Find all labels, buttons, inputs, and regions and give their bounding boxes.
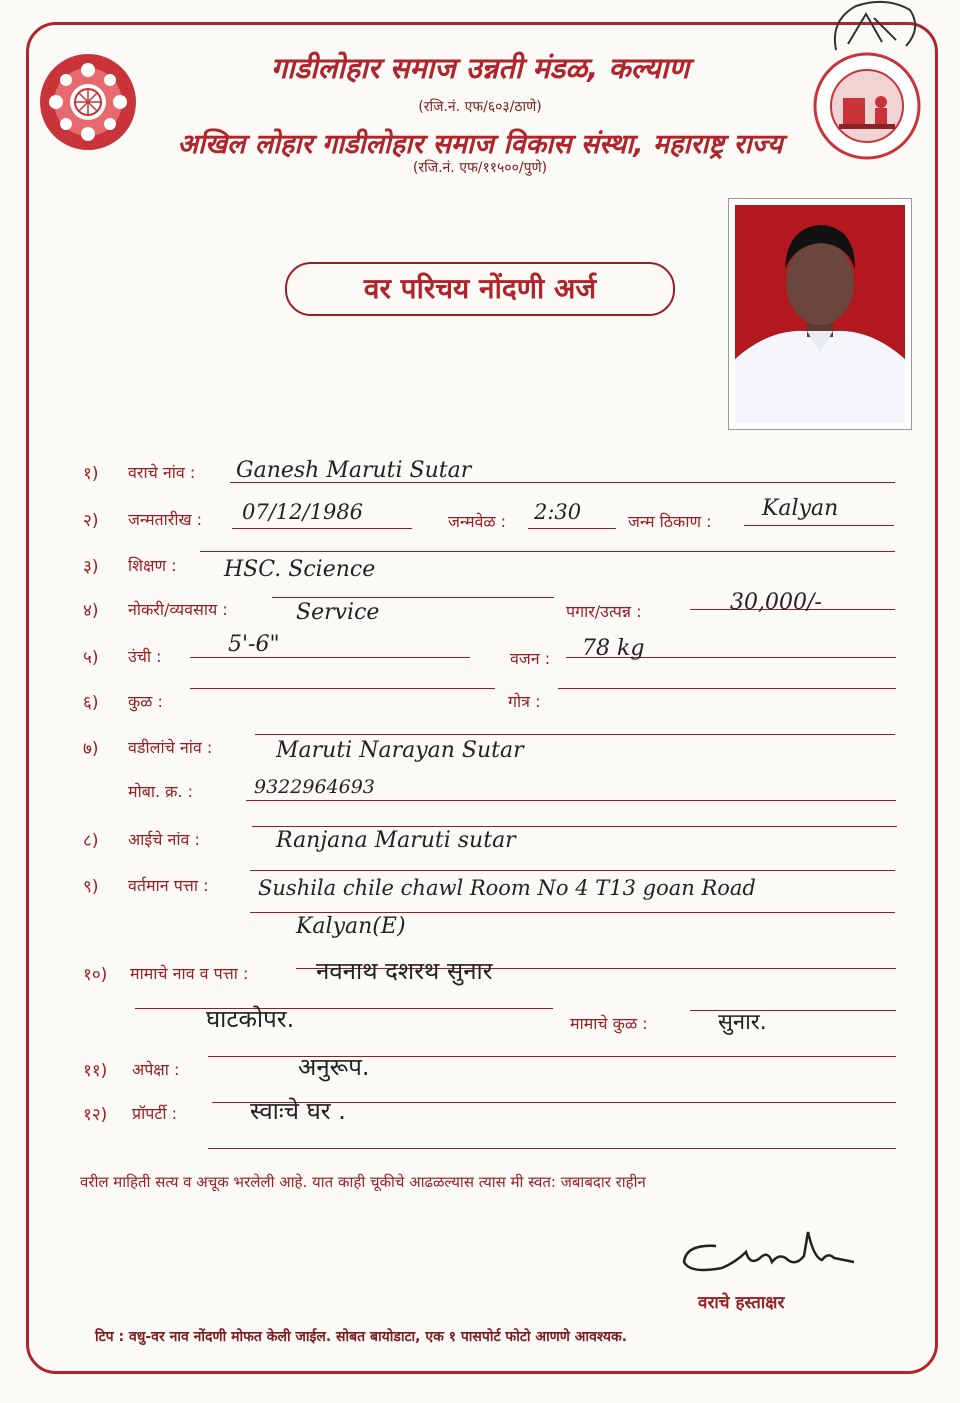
- clan-label: कुळ :: [128, 692, 163, 711]
- birth-time-line: [528, 528, 616, 529]
- groom-name-label: वराचे नांव :: [128, 463, 196, 482]
- organization-name-2: अखिल लोहार गाडीलोहार समाज विकास संस्था, महाराष्ट्र राज्य: [177, 129, 783, 160]
- field-number: ८): [83, 831, 99, 851]
- birth-place-value: Kalyan: [762, 496, 839, 521]
- salary-value: 30,000/-: [730, 590, 822, 615]
- uncle-clan-value: सुनार.: [718, 1010, 767, 1035]
- field-number: ९): [83, 877, 99, 897]
- clan-line: [190, 688, 495, 689]
- groom-signature: [676, 1222, 860, 1282]
- birth-place-label: जन्म ठिकाण :: [628, 512, 712, 531]
- height-value: 5'-6": [228, 632, 280, 657]
- registration-number-1: (रजि.नं. एफ/६०३/ठाणे): [418, 99, 542, 115]
- birth-date-line: [232, 528, 412, 529]
- property-line-2: [208, 1148, 896, 1149]
- uncle-name-label: मामाचे नाव व पत्ता :: [130, 964, 249, 983]
- expectation-value: अनुरूप.: [298, 1053, 370, 1081]
- gotra-line: [558, 688, 896, 689]
- height-label: उंची :: [128, 647, 162, 666]
- weight-value: 78 kg: [582, 636, 645, 661]
- field-number: १): [83, 464, 99, 484]
- occupation-line: [272, 597, 554, 598]
- address-label: वर्तमान पत्ता :: [128, 876, 209, 895]
- father-name-label: वडीलांचे नांव :: [128, 738, 213, 757]
- property-label: प्रॉपर्टी :: [132, 1104, 178, 1123]
- field-number: ११): [83, 1061, 108, 1081]
- organization-name-1: गाडीलोहार समाज उन्नती मंडळ, कल्याण: [270, 51, 690, 85]
- uncle-name-value: नवनाथ दशरथ सुनार: [316, 957, 493, 985]
- gotra-label: गोत्र :: [508, 692, 541, 711]
- uncle-address-line: [135, 1008, 553, 1009]
- birth-time-label: जन्मवेळ :: [448, 512, 507, 531]
- mother-name-line: [252, 826, 897, 827]
- signature-label: वराचे हस्ताक्षर: [698, 1293, 785, 1313]
- weight-label: वजन :: [510, 649, 551, 668]
- salary-label: पगार/उत्पन्न :: [566, 602, 642, 621]
- birth-date-value: 07/12/1986: [242, 500, 364, 524]
- registration-number-2: (रजि.नं. एफ/११५००/पुणे): [412, 160, 548, 176]
- field-number: ५): [83, 648, 99, 668]
- declaration-text: वरील माहिती सत्य व अचूक भरलेली आहे. यात काही चूकीचे आढळल्यास त्यास मी स्वत: जबाबदार राहीन: [80, 1173, 646, 1191]
- mobile-label: मोबा. क्र. :: [128, 782, 194, 801]
- mobile-line: [246, 800, 896, 801]
- birth-time-value: 2:30: [534, 500, 582, 524]
- birth-place-line: [744, 525, 894, 526]
- mobile-value: 9322964693: [254, 776, 375, 798]
- footer-tip: टिप : वधु-वर नाव नोंदणी मोफत केली जाईल. सोबत बायोडाटा, एक १ पासपोर्ट फोटो आणणे आवश्यक.: [95, 1329, 628, 1345]
- field-number: ३): [83, 557, 99, 577]
- education-value: HSC. Science: [224, 557, 376, 582]
- education-line: [200, 551, 895, 552]
- occupation-label: नोकरी/व्यवसाय :: [128, 600, 228, 619]
- mother-name-value: Ranjana Maruti sutar: [276, 828, 516, 853]
- father-name-line: [255, 734, 895, 735]
- height-line: [190, 657, 470, 658]
- field-number: ६): [83, 693, 99, 713]
- form-title: वर परिचय नोंदणी अर्ज: [285, 262, 675, 316]
- education-label: शिक्षण :: [128, 556, 177, 575]
- uncle-address-value: घाटकोपर.: [206, 1005, 295, 1033]
- address-line-2: [250, 912, 895, 913]
- field-number: १२): [83, 1105, 108, 1125]
- expectation-label: अपेक्षा :: [132, 1060, 180, 1079]
- occupation-value: Service: [296, 600, 380, 625]
- mother-name-label: आईचे नांव :: [128, 830, 200, 849]
- father-name-value: Maruti Narayan Sutar: [276, 738, 524, 763]
- address-value-2: Kalyan(E): [296, 914, 406, 939]
- field-number: २): [83, 511, 99, 531]
- field-number: १०): [83, 965, 108, 985]
- field-number: ४): [83, 601, 99, 621]
- groom-name-value: Ganesh Maruti Sutar: [236, 458, 472, 483]
- address-line-1: [250, 870, 895, 871]
- uncle-clan-label: मामाचे कुळ :: [570, 1014, 648, 1033]
- field-number: ७): [83, 739, 99, 759]
- address-value: Sushila chile chawl Room No 4 T13 goan Road: [258, 876, 756, 900]
- birth-date-label: जन्मतारीख :: [128, 510, 203, 529]
- property-value: स्वाःचे घर .: [250, 1097, 346, 1125]
- passport-photo: [728, 198, 912, 430]
